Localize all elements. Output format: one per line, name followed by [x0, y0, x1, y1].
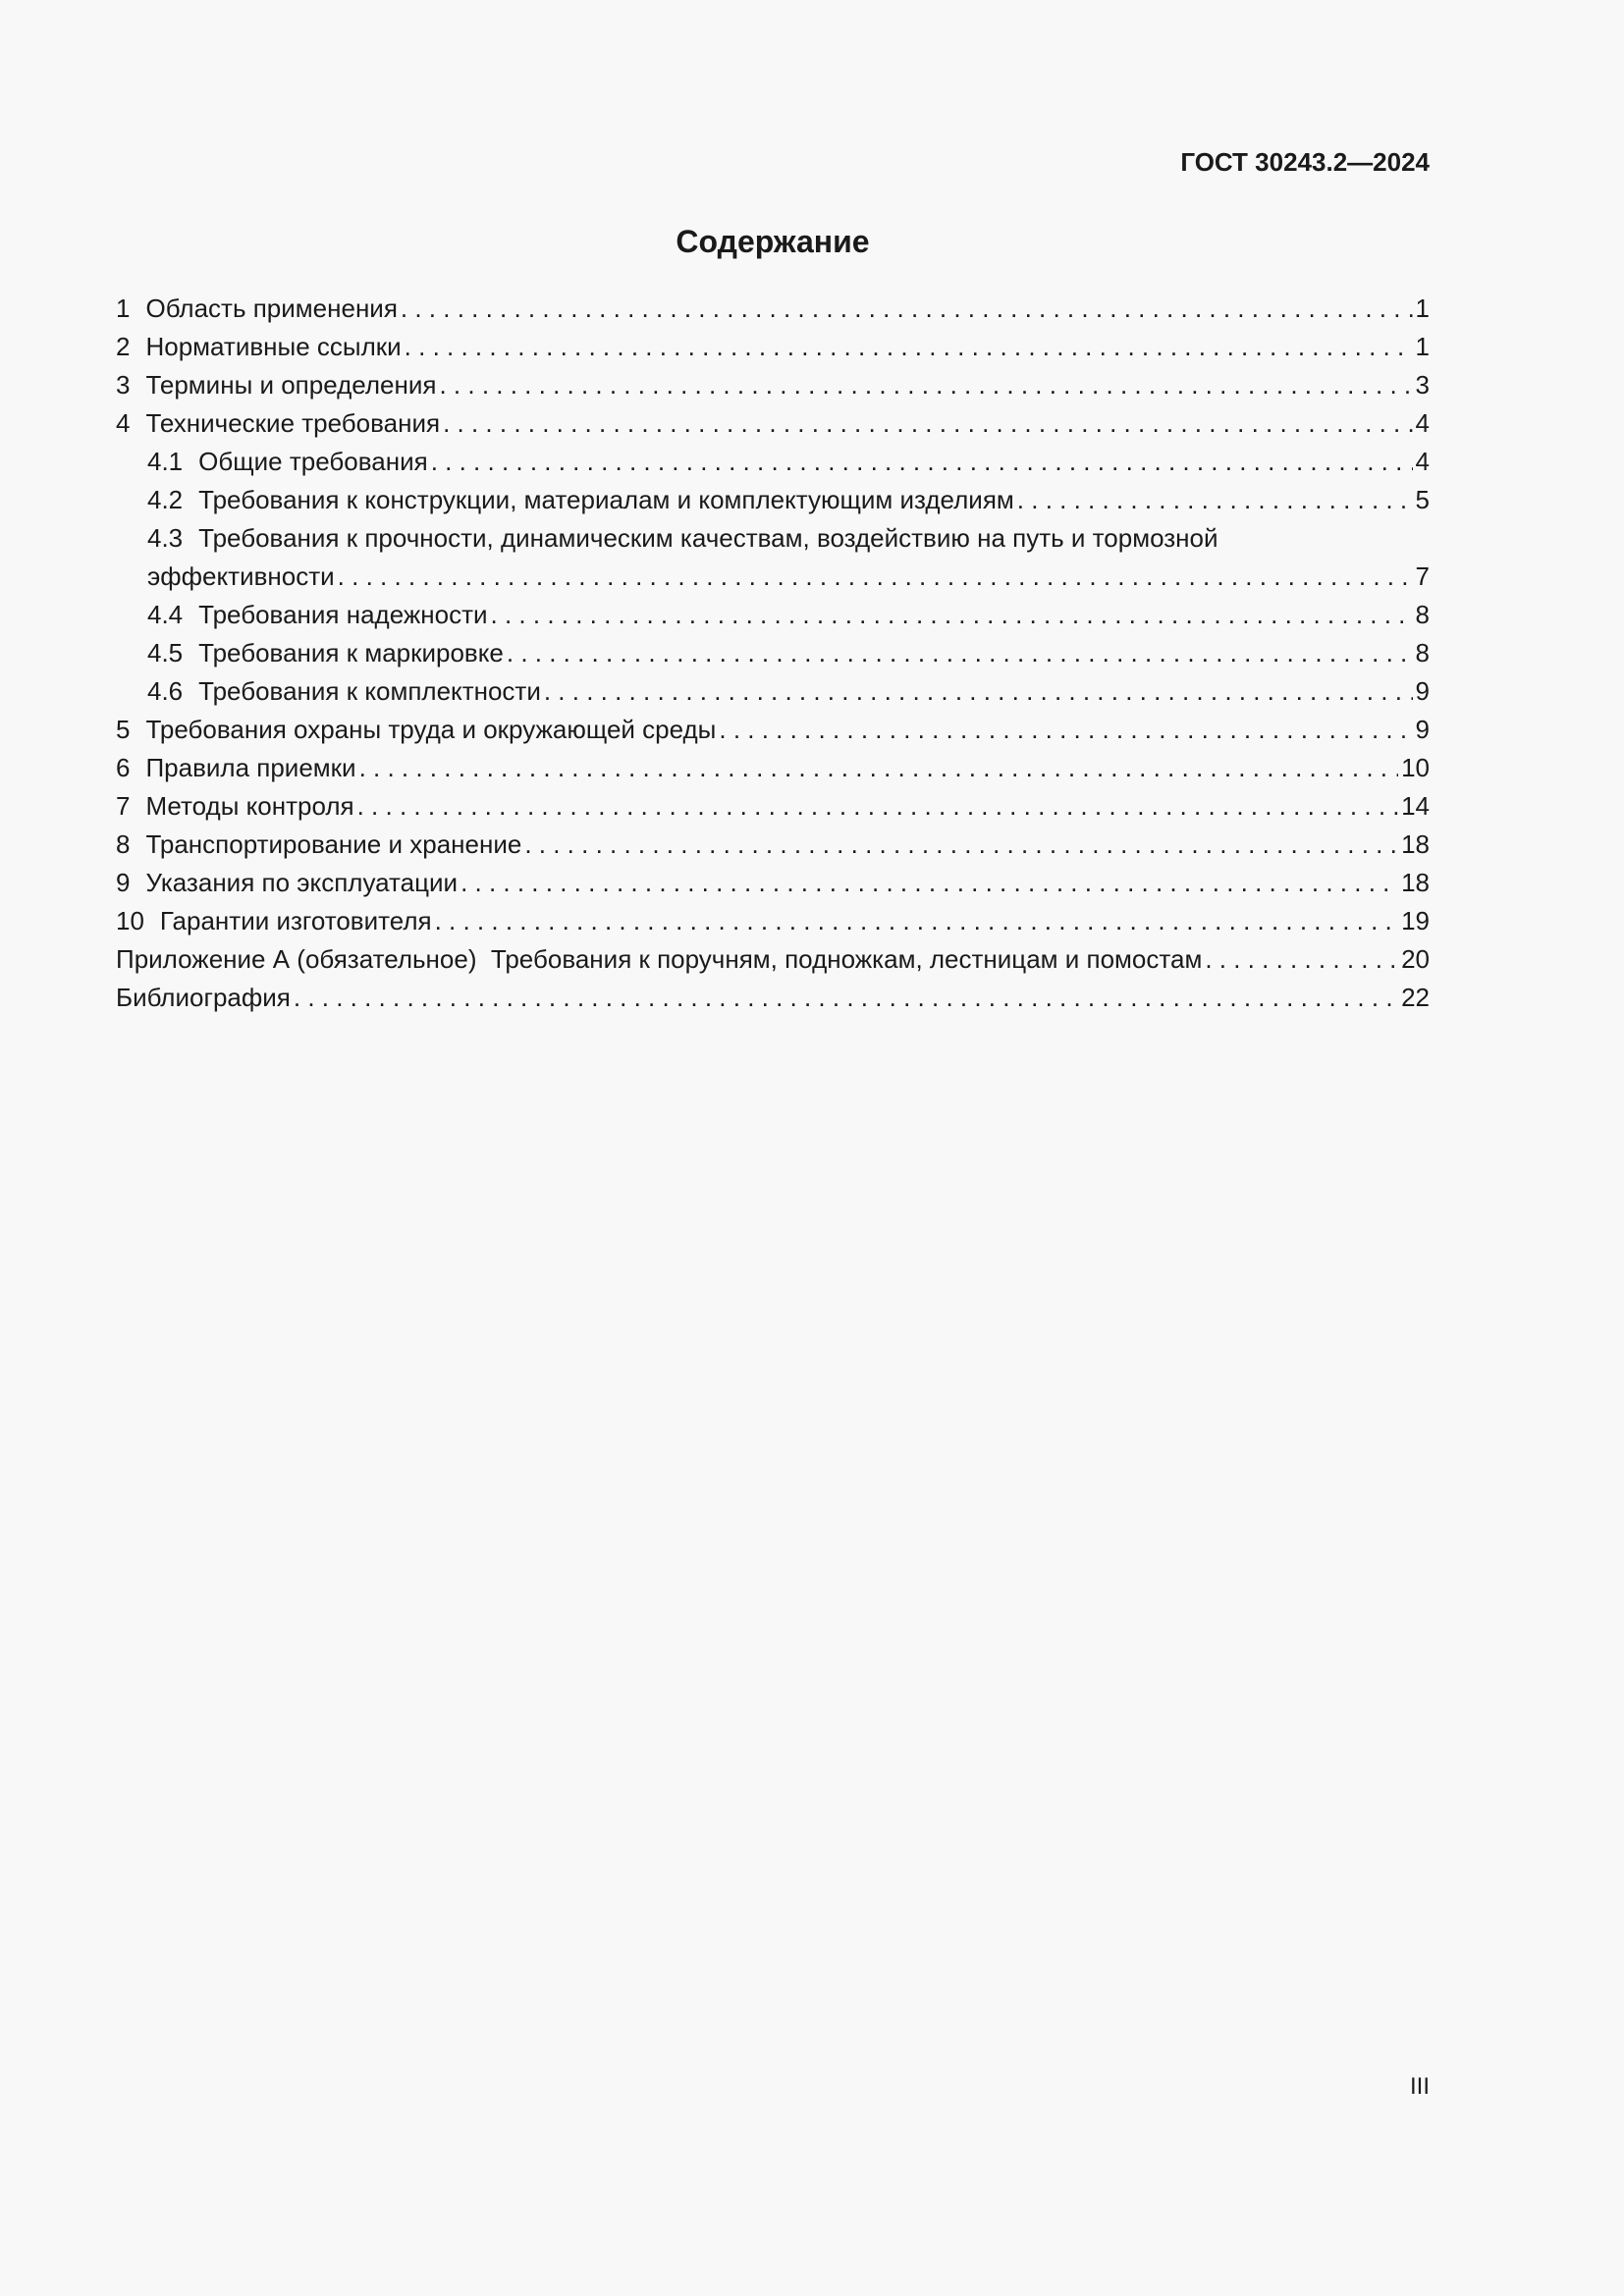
toc-page-number: 18	[1401, 868, 1430, 897]
leader-dots	[401, 290, 1413, 328]
toc-item-8[interactable]: 8 Транспортирование и хранение . . . 18	[116, 826, 1430, 864]
toc-page-number: 18	[1401, 829, 1430, 859]
toc-page-number: 8	[1415, 638, 1430, 667]
leader-dots	[439, 366, 1412, 404]
leader-dots	[435, 902, 1399, 940]
leader-dots	[443, 404, 1412, 443]
leader-dots	[1017, 481, 1413, 519]
toc-item-9[interactable]: 9 Указания по эксплуатации . . . 18	[116, 864, 1430, 902]
toc-page-number: 20	[1401, 944, 1430, 974]
toc-item-4-6[interactable]: 4.6 Требования к комплектности . . . 9	[116, 672, 1430, 711]
toc-page-number: 3	[1415, 370, 1430, 400]
toc-page-number: 9	[1415, 715, 1430, 744]
leader-dots	[338, 558, 1413, 596]
toc-page-number: 1	[1415, 332, 1430, 361]
table-of-contents	[116, 290, 1430, 1017]
toc-item-4-2[interactable]: 4.2 Требования к конструкции, материалам и комплектующим изделиям . . . 5	[116, 481, 1430, 519]
toc-item-4-5[interactable]: 4.5 Требования к маркировке . . . 8	[116, 634, 1430, 672]
toc-item-4-1[interactable]: 4.1 Общие требования . . . 4	[116, 443, 1430, 481]
toc-item-1[interactable]: 1 Область применения . . . 1	[116, 290, 1430, 328]
toc-item-4-4[interactable]: 4.4 Требования надежности . . . 8	[116, 596, 1430, 634]
leader-dots	[431, 443, 1413, 481]
leader-dots	[491, 596, 1413, 634]
toc-item-2[interactable]: 2 Нормативные ссылки . . . 1	[116, 328, 1430, 366]
leader-dots	[294, 979, 1398, 1017]
leader-dots	[1205, 940, 1398, 979]
toc-title: Содержание	[676, 224, 870, 259]
page-number: III	[1409, 2073, 1430, 2100]
toc-item-10[interactable]: 10 Гарантии изготовителя . . . 19	[116, 902, 1430, 940]
toc-item-appendix-a[interactable]: Приложение А (обязательное) Требования к поручням, подножкам, лестницам и помостам . . . 20	[116, 940, 1430, 979]
leader-dots	[524, 826, 1398, 864]
leader-dots	[359, 749, 1399, 787]
leader-dots	[544, 672, 1413, 711]
toc-item-5[interactable]: 5 Требования охраны труда и окружающей среды . . . 9	[116, 711, 1430, 749]
toc-page-number: 7	[1415, 561, 1430, 591]
toc-page-number: 4	[1415, 408, 1430, 438]
toc-page-number: 9	[1415, 676, 1430, 706]
toc-page-number: 19	[1401, 906, 1430, 935]
leader-dots	[460, 864, 1398, 902]
toc-item-3[interactable]: 3 Термины и определения . . . 3	[116, 366, 1430, 404]
toc-page-number: 10	[1401, 753, 1430, 782]
document-identifier: ГОСТ 30243.2—2024	[1180, 147, 1430, 177]
leader-dots	[405, 328, 1413, 366]
toc-item-4[interactable]: 4 Технические требования . . . 4	[116, 404, 1430, 443]
toc-page-number: 14	[1401, 791, 1430, 821]
leader-dots	[507, 634, 1413, 672]
leader-dots	[357, 787, 1398, 826]
toc-item-bibliography[interactable]: Библиография . . . 22	[116, 979, 1430, 1017]
toc-page-number: 5	[1415, 485, 1430, 514]
toc-item-7[interactable]: 7 Методы контроля . . . 14	[116, 787, 1430, 826]
toc-page-number: 8	[1415, 600, 1430, 629]
toc-item-4-3[interactable]: 4.3 Требования к прочности, динамическим качествам, воздействию на путь и тормозной эффективности . . . 7	[116, 519, 1430, 596]
toc-item-6[interactable]: 6 Правила приемки . . . 10	[116, 749, 1430, 787]
toc-page-number: 22	[1401, 983, 1430, 1012]
toc-page-number: 1	[1415, 294, 1430, 323]
leader-dots	[719, 711, 1412, 749]
toc-page-number: 4	[1415, 447, 1430, 476]
